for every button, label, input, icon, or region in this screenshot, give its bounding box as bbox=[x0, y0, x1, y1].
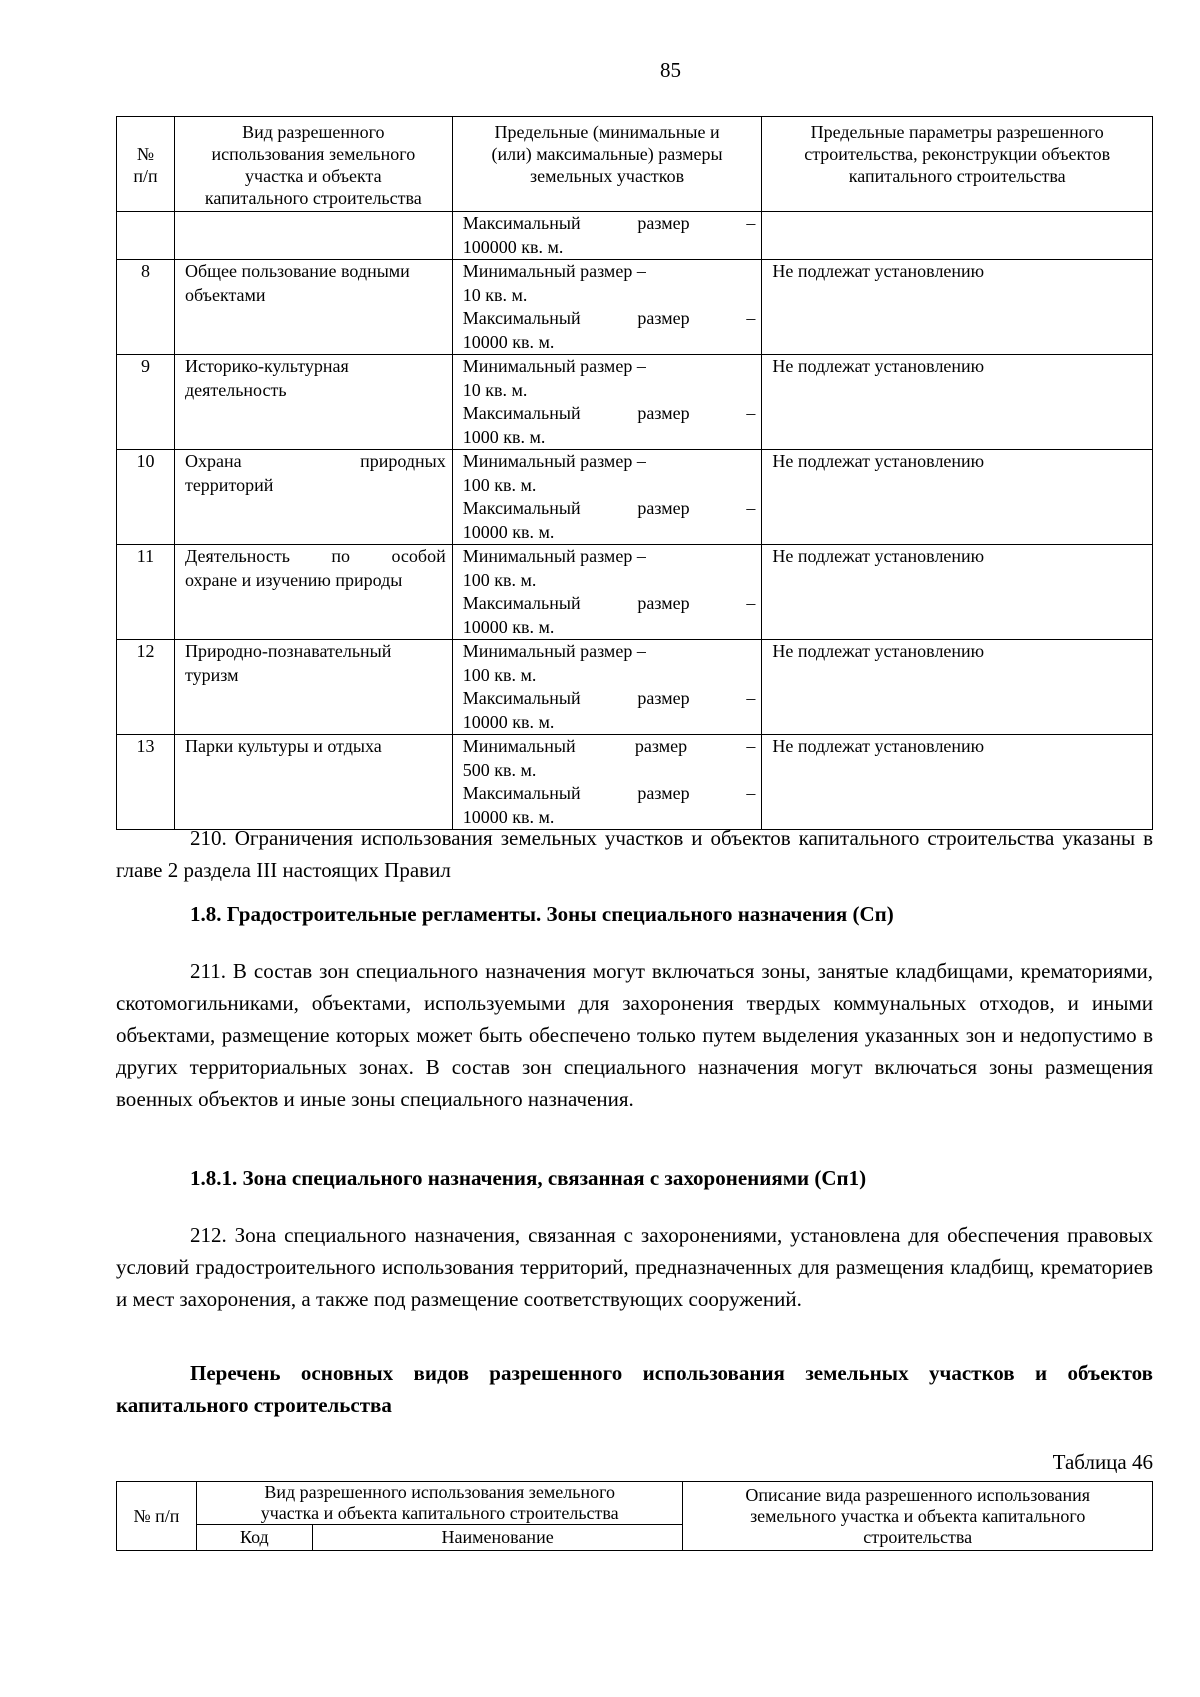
paragraph-210: 210. Ограничения использования земельных участков и объектов капитального строительства указаны в главе 2 раздела III настоящих Правил bbox=[116, 826, 1153, 882]
table-caption: Таблица 46 bbox=[1052, 1450, 1153, 1474]
construction-params-cell: Не подлежат установлению bbox=[762, 450, 1153, 545]
header-use-type: Вид разрешенного использования земельного участка и объекта капитального строительства bbox=[174, 117, 452, 212]
construction-params-cell: Не подлежат установлению bbox=[762, 640, 1153, 735]
size-limits-cell: Минимальный размер – 500 кв. м. Максимальный размер – 10000 кв. м. bbox=[452, 735, 762, 830]
row-number: 11 bbox=[117, 545, 175, 640]
row-number: 9 bbox=[117, 355, 175, 450]
use-type-cell: Историко-культурная деятельность bbox=[174, 355, 452, 450]
table-row bbox=[117, 260, 1153, 355]
construction-params-cell: Не подлежат установлению bbox=[762, 735, 1153, 830]
construction-params-cell: Не подлежат установлению bbox=[762, 260, 1153, 355]
section-heading-1-8: 1.8. Градостроительные регламенты. Зоны специального назначения (Сп) bbox=[190, 902, 894, 926]
table-row bbox=[117, 355, 1153, 450]
use-type-cell: Деятельность по особой охране и изучению природы bbox=[174, 545, 452, 640]
use-type-cell: Парки культуры и отдыха bbox=[174, 735, 452, 830]
table-row bbox=[117, 640, 1153, 735]
construction-params-cell: Не подлежат установлению bbox=[762, 545, 1153, 640]
size-limits-cell: Минимальный размер – 100 кв. м. Максимальный размер – 10000 кв. м. bbox=[452, 545, 762, 640]
use-type-cell: Общее пользование водными объектами bbox=[174, 260, 452, 355]
use-type-cell: Охрана природных территорий bbox=[174, 450, 452, 545]
header-num: № п/п bbox=[117, 1482, 197, 1551]
page-number: 85 bbox=[660, 58, 681, 82]
size-limits-cell: Минимальный размер – 10 кв. м. Максимальный размер – 1000 кв. м. bbox=[452, 355, 762, 450]
size-limits-cell: Максимальный размер – 100000 кв. м. bbox=[452, 212, 762, 260]
size-limits-cell: Минимальный размер – 100 кв. м. Максимальный размер – 10000 кв. м. bbox=[452, 450, 762, 545]
row-number: 8 bbox=[117, 260, 175, 355]
table-header-row bbox=[117, 117, 1153, 212]
header-code: Код bbox=[196, 1525, 312, 1551]
table-row-continued bbox=[117, 212, 1153, 260]
size-limits-cell: Минимальный размер – 10 кв. м. Максимальный размер – 10000 кв. м. bbox=[452, 260, 762, 355]
section-heading-1-8-1: 1.8.1. Зона специального назначения, связанная с захоронениями (Сп1) bbox=[190, 1166, 867, 1190]
use-type-cell: Природно-познавательный туризм bbox=[174, 640, 452, 735]
header-description: Описание вида разрешенного использования земельного участка и объекта капитального строительства bbox=[683, 1482, 1153, 1551]
row-number: 12 bbox=[117, 640, 175, 735]
header-name: Наименование bbox=[312, 1525, 683, 1551]
table-row bbox=[117, 735, 1153, 830]
header-num: № п/п bbox=[117, 117, 175, 212]
paragraph-211: 211. В состав зон специального назначения могут включаться зоны, занятые кладбищами, крематориями, скотомогильниками, объектами, используемыми для захоронения твердых коммунальных отходов, и иными объектами, размещение которых может быть обеспечено только путем выделения указанных зон и недопустимо в других территориальных зонах. В состав зон специального назначения могут включаться зоны размещения военных объектов и иные зоны специального назначения. bbox=[116, 959, 1153, 1111]
land-use-limits-table bbox=[116, 116, 1153, 830]
table-row bbox=[117, 450, 1153, 545]
table-row bbox=[117, 545, 1153, 640]
table-46-header bbox=[116, 1481, 1153, 1551]
list-heading: Перечень основных видов разрешенного использования земельных участков и объектов капитального строительства bbox=[116, 1361, 1153, 1417]
row-number: 10 bbox=[117, 450, 175, 545]
size-limits-cell: Минимальный размер – 100 кв. м. Максимальный размер – 10000 кв. м. bbox=[452, 640, 762, 735]
paragraph-212: 212. Зона специального назначения, связанная с захоронениями, установлена для обеспечения правовых условий градостроительного использования территорий, предназначенных для размещения кладбищ, крематориев и мест захоронения, а также под размещение соответствующих сооружений. bbox=[116, 1223, 1153, 1311]
header-use-type: Вид разрешенного использования земельного участка и объекта капитального строительства bbox=[196, 1482, 683, 1525]
header-size-limits: Предельные (минимальные и (или) максимальные) размеры земельных участков bbox=[452, 117, 762, 212]
row-number: 13 bbox=[117, 735, 175, 830]
construction-params-cell: Не подлежат установлению bbox=[762, 355, 1153, 450]
header-construction-params: Предельные параметры разрешенного строительства, реконструкции объектов капитального строительства bbox=[762, 117, 1153, 212]
